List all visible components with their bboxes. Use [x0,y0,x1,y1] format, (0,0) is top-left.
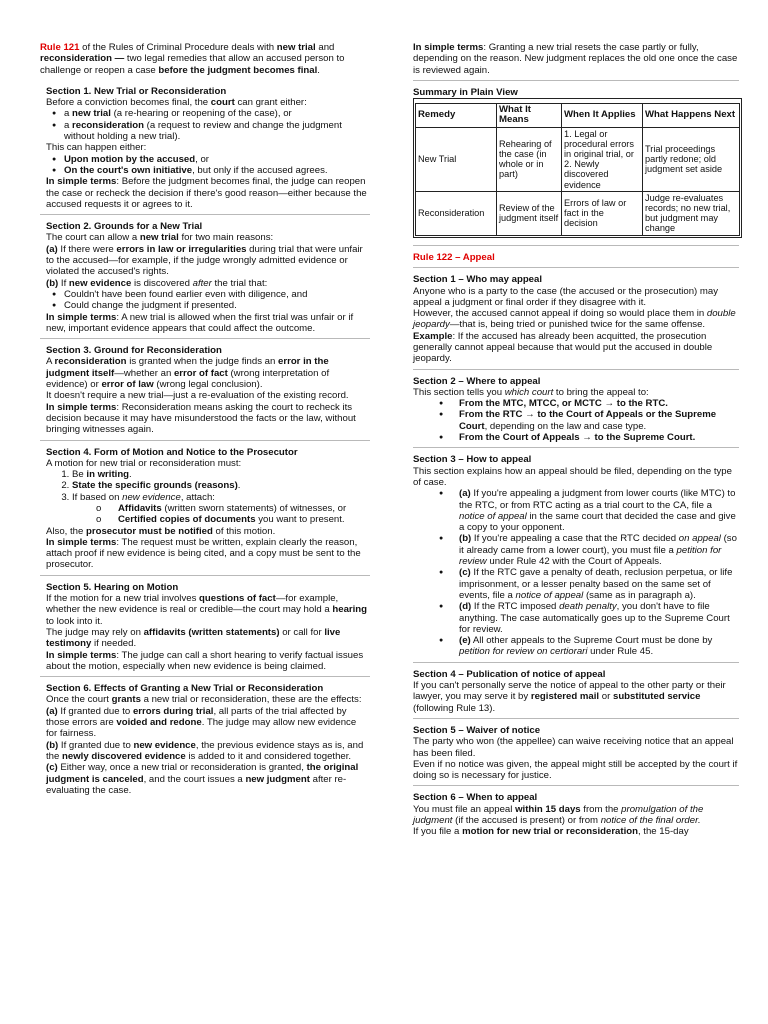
table-header: What Happens Next [643,104,740,127]
section-title: Section 6. Effects of Granting a New Trial or Reconsideration [46,683,324,695]
appeal-section-4: Section 4 – Publication of notice of appeal If you can't personally serve the notice of appeal to the other party or their lawyer, you may serve it by registered mail or substituted service (following Rule 13). [413,669,739,719]
list-item: 3. If based on new evidence, attach: [72,492,370,503]
table-cell: Review of the judgment itself [497,191,562,235]
appeal-method-list [413,488,739,657]
list-item: ● (e) All other appeals to the Supreme Court must be done by petition for review on certiorari under Rule 45. [437,635,739,658]
appeal-section-2: Section 2 – Where to appeal This section tells you which court to bring the appeal to: ● From the MTC, MTCC, or MCTC → to the RTC. ● From the RTC → to the Court of Appeals or the Supreme Court, depending on the law and case type. ● From the Court of Appeals → to the Supreme Court. [413,376,739,449]
list-item: ● Upon motion by the accused, or [52,154,370,165]
summary-title: Summary in Plain View [413,86,518,98]
simple-terms: In simple terms: A new trial is allowed when the first trial was unfair or if new, important evidence appears that could affect the outcome. [46,311,354,334]
table-cell: 1. Legal or procedural errors in original trial, or 2. Newly discovered evidence [562,127,643,191]
appeal-section-5: Section 5 – Waiver of notice The party who won (the appellee) can waive receiving notice that an appeal has been filed. Even if no notice was given, the appeal might still be accepted by the court if doing so is necessary for justice. [413,725,739,786]
simple-terms: In simple terms: Before the judgment becomes final, the judge can reopen the case or recheck the decision if there's good reason—either because the accused requests it or agrees to it. [46,176,367,210]
list-item: ● (c) If the RTC gave a penalty of death, reclusion perpetua, or life imprisonment, or a lesser penalty based on the same set of events, file a notice of appeal (same as in paragraph a). [437,567,739,601]
section-title: Section 1 – Who may appeal [413,274,543,286]
table-row [416,191,740,235]
summary-section [413,87,739,246]
table-row [416,127,740,191]
list-item: ● From the MTC, MTCC, or MCTC → to the RTC. [437,398,739,409]
section-6-continued [413,42,739,81]
section-title: Section 3 – How to appeal [413,454,532,466]
table-header: Remedy [416,104,497,127]
section-2: Section 2. Grounds for a New Trial The court can allow a new trial for two main reasons: (a) If there were errors in law or irregularities during trial that were unfair to the accused—for example, if the judge wrongly admitted evidence or violated the accused's rights. (b) If new evidence is discovered after the trial that: ● Couldn't have been found earlier even with diligence, and ● Could change the judgment if presented. In simple terms: A new trial is allowed when the first trial was unfair or if new, important evidence appears that could affect the outcome. [40,221,370,339]
list-item: o Affidavits (written sworn statements) of witnesses, or [96,503,370,514]
section-title: Section 5 – Waiver of notice [413,724,541,736]
list-item: ● (d) If the RTC imposed death penalty, you don't have to file anything. The case automatically goes up to the Supreme Court for review. [437,601,739,635]
list-item: ● Could change the judgment if presented. [52,300,370,311]
section-title: Section 2 – Where to appeal [413,375,541,387]
simple-terms: In simple terms: The judge can call a short hearing to verify factual issues about the motion, especially when new evidence is being claimed. [46,649,364,672]
table-cell: Reconsideration [416,191,497,235]
section-1: Section 1. New Trial or Reconsideration Before a conviction becomes final, the court can grant either: ● a new trial (a re-hearing or reopening of the case), or ● a reconsideration (a request to review and change the judgment without holding a new trial). This can happen either: ● Upon motion by the accused, or ● On the court's own initiative, but only if the accused agrees. In simple terms: Before the judgment becomes final, the judge can reopen the case or recheck the decision if there's good reason—either because the accused requests it or agrees to it. [40,86,370,215]
initiative-list [40,154,370,177]
summary-table [415,103,740,235]
summary-table-frame [413,98,742,237]
section-5: Section 5. Hearing on Motion If the motion for a new trial involves questions of fact—for example, whether the new evidence is real or credible—the court may hold a hearing to look into it. The judge may rely on affidavits (written statements) or call for live testimony if needed. In simple terms: The judge can call a short hearing to verify factual issues about the motion, especially when new evidence is being claimed. [40,582,370,677]
table-header-row [416,104,740,127]
rule-122-header [413,252,739,268]
list-item: ● a reconsideration (a request to review and change the judgment without holding a new trial). [52,120,370,143]
table-cell: New Trial [416,127,497,191]
list-item: ● a new trial (a re-hearing or reopening of the case), or [52,108,370,119]
appeal-section-1: Section 1 – Who may appeal Anyone who is a party to the case (the accused or the prosecution) may appeal a judgment or final order if they disagree with it. However, the accused cannot appeal if doing so would place them in double jeopardy—that is, being tried or punished twice for the same offense. Example: If the accused has already been acquitted, the prosecution generally cannot appeal because that would put the accused in double jeopardy. [413,274,739,369]
list-item: 2. State the specific grounds (reasons). [72,480,370,491]
simple-terms: In simple terms: Granting a new trial resets the case partly or fully, depending on the reason. New judgment replaces the old one once the case is reviewed again. [413,42,738,76]
table-cell: Rehearing of the case (in whole or in part) [497,127,562,191]
table-cell: Errors of law or fact in the decision [562,191,643,235]
appeal-section-6: Section 6 – When to appeal You must file an appeal within 15 days from the promulgation of the judgment (if the accused is present) or from notice of the final order. If you file a motion for new trial or reconsideration, the 15-day [413,792,739,841]
list-item: ● Couldn't have been found earlier even with diligence, and [52,289,370,300]
simple-terms: In simple terms: Reconsideration means asking the court to recheck its decision because it may have misunderstood the facts or the law, without bringing witnesses again. [46,401,356,436]
table-cell: Trial proceedings partly redone; old judgment set aside [643,127,740,191]
simple-terms: In simple terms: The request must be written, explain clearly the reason, attach proof if new evidence is being cited, and a copy must be sent to the prosecutor. [46,536,361,571]
table-cell: Judge re-evaluates records; no new trial, but judgment may change [643,191,740,235]
appeal-section-3: Section 3 – How to appeal This section explains how an appeal should be filed, depending on the type of case. ● (a) If you're appealing a judgment from lower courts (like MTC) to the RTC, or from RTC acting as a trial court to the CA, file a notice of appeal in the same court that decided the case and give a copy to your opponent. ● (b) If you're appealing a case that the RTC decided on appeal (so it already came from a lower court), you must file a petition for review under Rule 42 with the Court of Appeals. ● (c) If the RTC gave a penalty of death, reclusion perpetua, or life imprisonment, or a lesser penalty based on the same set of events, file a notice of appeal (same as in paragraph a). ● (d) If the RTC imposed death penalty, you don't have to file anything. The case automatically goes up to the Supreme Court for review. ● (e) All other appeals to the Supreme Court must be done by petition for review on certiorari under Rule 45. [413,454,739,662]
list-item: 1. Be in writing. [72,469,370,480]
right-column [413,42,739,848]
rule-121-label: Rule 121 [40,42,80,53]
section-title: Section 4 – Publication of notice of appeal [413,668,606,680]
list-item: ● From the Court of Appeals → to the Supreme Court. [437,432,739,443]
table-header: What It Means [497,104,562,127]
rule-122-label: Rule 122 – Appeal [413,251,495,263]
section-3: Section 3. Ground for Reconsideration A reconsideration is granted when the judge finds an error in the judgment itself—whether an error of fact (wrong interpretation of evidence) or error of law (wrong legal conclusion). It doesn't require a new trial—just a re-evaluation of the existing record. In simple terms: Reconsideration means asking the court to recheck its decision because it may have misunderstood the facts or the law, without bringing witnesses again. [40,345,370,440]
evidence-criteria-list [40,289,370,312]
remedy-list [40,108,370,142]
left-column [40,42,370,806]
court-route-list [413,398,739,443]
section-title: Section 3. Ground for Reconsideration [46,345,222,357]
list-item: ● (b) If you're appealing a case that the RTC decided on appeal (so it already came from a lower court), you must file a petition for review under Rule 42 with the Court of Appeals. [437,533,739,567]
section-6: Section 6. Effects of Granting a New Trial or Reconsideration Once the court grants a new trial or reconsideration, these are the effects: (a) If granted due to errors during trial, all parts of the trial affected by those errors are voided and redone. The judge may allow new evidence for fairness. (b) If granted due to new evidence, the previous evidence stays as is, and the newly discovered evidence is added to it and considered together. (c) Either way, once a new trial or reconsideration is granted, the original judgment is canceled, and the court issues a new judgment after re-evaluating the case. [40,683,370,800]
section-4: Section 4. Form of Motion and Notice to the Prosecutor A motion for new trial or reconsideration must: 1. Be in writing. 2. State the specific grounds (reasons). 3. If based on new evidence, attach: o Affidavits (written sworn statements) of witnesses, or o Certified copies of documents you want to present. Also, the prosecutor must be notified of this motion. In simple terms: The request must be written, explain clearly the reason, attach proof if new evidence is being cited, and a copy must be sent to the prosecutor. [40,447,370,576]
section-title: Section 2. Grounds for a New Trial [46,221,203,233]
list-item: ● On the court's own initiative, but only if the accused agrees. [52,165,370,176]
attachments-list [40,503,370,526]
list-item: o Certified copies of documents you want to present. [96,514,370,525]
motion-requirements-list [40,469,370,503]
section-title: Section 6 – When to appeal [413,792,538,804]
list-item: ● From the RTC → to the Court of Appeals or the Supreme Court, depending on the law and case type. [437,409,739,432]
section-title: Section 5. Hearing on Motion [46,581,179,593]
section-title: Section 1. New Trial or Reconsideration [46,85,227,97]
table-header: When It Applies [562,104,643,127]
rule-121-intro: Rule 121 of the Rules of Criminal Procedure deals with new trial and reconsideration — two legal remedies that allow an accused person to challenge or reopen a case before the judgment becomes final. [40,42,345,76]
section-title: Section 4. Form of Motion and Notice to the Prosecutor [46,446,298,458]
list-item: ● (a) If you're appealing a judgment from lower courts (like MTC) to the RTC, or from RTC acting as a trial court to the CA, file a notice of appeal in the same court that decided the case and give a copy to your opponent. [437,488,739,533]
